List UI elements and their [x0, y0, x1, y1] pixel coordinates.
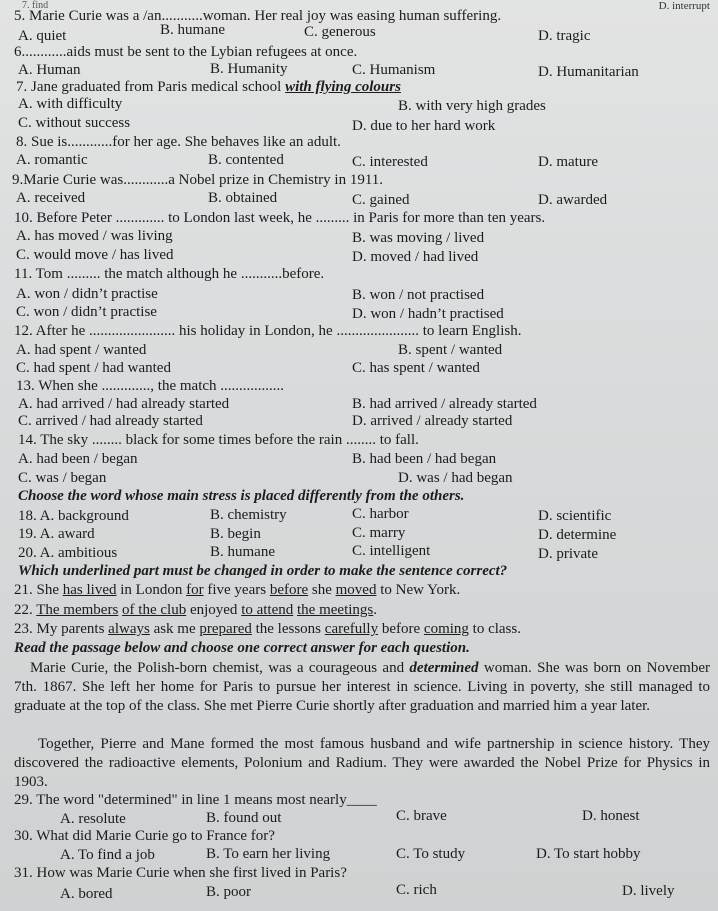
option: A. had spent / wanted — [16, 342, 147, 358]
stress-item: 20. A. ambitious — [18, 545, 118, 561]
text: 21. She — [14, 582, 63, 598]
option: B. was moving / lived — [352, 230, 485, 246]
underlined-part: moved — [335, 582, 377, 598]
option: D. lively — [622, 883, 675, 899]
option: B. with very high grades — [398, 98, 546, 114]
underlined-part: The members — [36, 602, 119, 618]
option: B. Humanity — [210, 61, 288, 77]
section-heading-error: Which underlined part must be changed in order to make the sentence correct? — [18, 563, 508, 579]
option: A. romantic — [16, 152, 88, 168]
text: enjoyed — [186, 602, 242, 618]
torn-fragment: 7. find — [22, 0, 49, 11]
question-stem: 8. Sue is............for her age. She behaves like an adult. — [16, 134, 341, 150]
question-stem: 14. The sky ........ black for some times before the rain ........ to fall. — [18, 432, 419, 448]
text: 23. My parents — [14, 621, 109, 637]
option: A. Human — [18, 62, 81, 78]
option: B. had arrived / already started — [352, 396, 537, 412]
question-stem: 11. Tom ......... the match although he ...........before. — [14, 266, 325, 282]
stress-item: B. begin — [210, 526, 261, 542]
question-stem-text: 7. Jane graduated from Paris medical school — [16, 79, 286, 95]
stress-item: D. private — [538, 546, 598, 562]
option: C. won / didn’t practise — [16, 304, 157, 320]
option: D. tragic — [538, 28, 591, 44]
question-stem: 9.Marie Curie was............a Nobel prize in Chemistry in 1911. — [12, 172, 384, 188]
option: D. To start hobby — [536, 846, 641, 862]
option: B. found out — [206, 810, 282, 826]
text: five years — [203, 582, 270, 598]
option: D. arrived / already started — [352, 413, 513, 429]
reading-paragraph-2: Together, Pierre and Mane formed the most famous husband and wife partnership in science history. They discovered the radioactive elements, Polonium and Radium. They were awarded the Nobel Prize for Physics in 1903. — [14, 736, 710, 790]
underlined-part: to attend — [241, 602, 294, 618]
question-stem: 13. When she ............., the match ................. — [16, 378, 285, 394]
text: she — [308, 582, 336, 598]
stress-item: B. chemistry — [210, 507, 287, 523]
text: 22. — [14, 602, 37, 618]
stress-item: C. intelligent — [352, 543, 431, 559]
stress-item: 18. A. background — [18, 508, 129, 524]
option: A. had arrived / had already started — [18, 396, 230, 412]
option: D. honest — [582, 808, 640, 824]
option: A. received — [16, 190, 86, 206]
text: Marie Curie, the Polish-born chemist, was a courageous and — [30, 660, 410, 676]
stress-item: 19. A. award — [18, 526, 95, 542]
option: B. To earn her living — [206, 846, 331, 862]
option: B. poor — [206, 884, 251, 900]
option: D. Humanitarian — [538, 64, 639, 80]
option: D. due to her hard work — [352, 118, 496, 134]
stress-item: B. humane — [210, 544, 275, 560]
error-question-22 — [14, 602, 377, 619]
underlined-phrase: with flying colours — [285, 79, 401, 95]
option: A. with difficulty — [18, 96, 123, 112]
underlined-part: has lived — [62, 582, 117, 598]
option: A. had been / began — [18, 451, 138, 467]
option: A. bored — [60, 886, 113, 902]
option: D. moved / had lived — [352, 249, 479, 265]
option: C. arrived / had already started — [18, 413, 203, 429]
question-stem: 12. After he ....................... his holiday in London, he ...................... to learn English. — [14, 323, 522, 339]
option: A. won / didn’t practise — [16, 286, 158, 302]
section-heading-stress: Choose the word whose main stress is placed differently from the others. — [18, 488, 465, 504]
underlined-part: of the club — [122, 602, 187, 618]
option: C. Humanism — [352, 62, 436, 78]
option: C. generous — [304, 24, 376, 40]
option: C. rich — [396, 882, 437, 898]
option: A. has moved / was living — [16, 228, 173, 244]
underlined-part: always — [108, 621, 150, 637]
text: ask me — [149, 621, 200, 637]
text: in London — [116, 582, 187, 598]
option: D. mature — [538, 154, 598, 170]
option: D. won / hadn’t practised — [352, 306, 504, 322]
emphasized-word: determined — [409, 660, 479, 676]
option: B. humane — [160, 22, 225, 38]
underlined-part: before — [269, 582, 309, 598]
option: B. had been / had began — [352, 451, 497, 467]
text: before — [378, 621, 424, 637]
error-question-21 — [14, 582, 460, 599]
option: D. awarded — [538, 192, 608, 208]
question-stem: 29. The word "determined" in line 1 means most nearly____ — [14, 792, 377, 808]
stress-item: D. scientific — [538, 508, 612, 524]
reading-paragraph-1 — [14, 659, 710, 716]
option: A. resolute — [60, 811, 126, 827]
corner-option: D. interrupt — [658, 0, 710, 12]
underlined-part: prepared — [199, 621, 252, 637]
option: C. interested — [352, 154, 428, 170]
stress-item: C. harbor — [352, 506, 409, 522]
option: B. won / not practised — [352, 287, 485, 303]
option: B. contented — [208, 152, 284, 168]
option: C. gained — [352, 192, 410, 208]
section-heading-reading: Read the passage below and choose one correct answer for each question. — [14, 640, 470, 656]
option: C. brave — [396, 808, 447, 824]
option: C. without success — [18, 115, 131, 131]
option: A. quiet — [18, 28, 67, 44]
error-question-23 — [14, 621, 521, 638]
option: D. was / had began — [398, 470, 513, 486]
stress-item: C. marry — [352, 525, 406, 541]
option: B. obtained — [208, 190, 278, 206]
question-stem: 30. What did Marie Curie go to France for? — [14, 828, 275, 844]
text: woman. She was born on November 7th. 1867. She left her home for Paris to pursue her interest in science. Living in poverty, she still managed to graduate at the top of the class. She met Pierre Curie shortly after graduation and married him a year later. — [14, 660, 710, 714]
underlined-part: coming — [423, 621, 469, 637]
question-stem — [16, 79, 401, 96]
question-stem: 10. Before Peter ............. to London last week, he ......... in Paris for more than ten years. — [14, 210, 546, 226]
underlined-part: the meetings — [297, 602, 374, 618]
question-stem: 6............aids must be sent to the Lybian refugees at once. — [14, 44, 358, 60]
option: C. was / began — [18, 470, 107, 486]
text: . — [373, 602, 377, 618]
option: C. would move / has lived — [16, 247, 174, 263]
underlined-part: for — [186, 582, 204, 598]
question-stem: 5. Marie Curie was a /an...........woman. Her real joy was easing human suffering. — [14, 8, 502, 24]
option: C. To study — [396, 846, 466, 862]
option: C. has spent / wanted — [352, 360, 480, 376]
option: B. spent / wanted — [398, 342, 503, 358]
text: the lessons — [251, 621, 325, 637]
question-stem: 31. How was Marie Curie when she first lived in Paris? — [14, 865, 347, 881]
stress-item: D. determine — [538, 527, 617, 543]
option: A. To find a job — [60, 847, 155, 863]
text: to class. — [468, 621, 521, 637]
option: C. had spent / had wanted — [16, 360, 171, 376]
underlined-part: carefully — [324, 621, 379, 637]
text: to New York. — [376, 582, 461, 598]
